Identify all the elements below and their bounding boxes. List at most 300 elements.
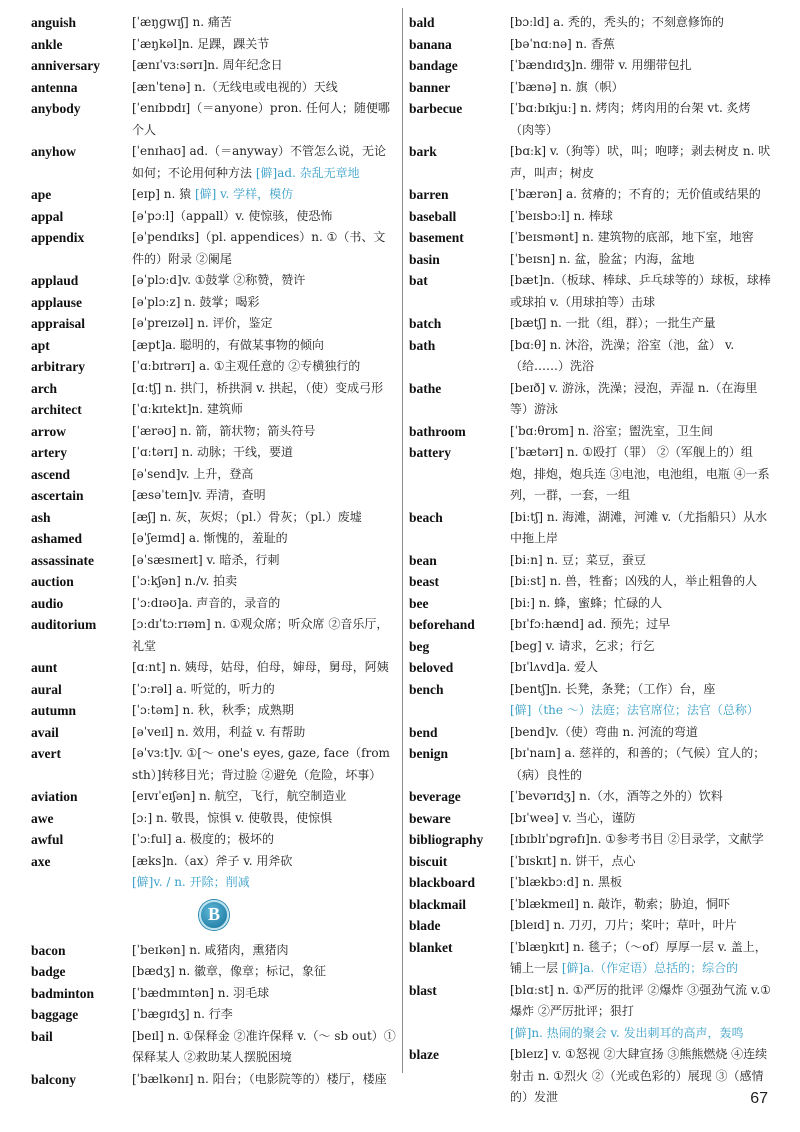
- definition: [510, 442, 774, 507]
- dictionary-entry: [409, 421, 774, 443]
- definition-text: [əˈplɔːz] n. 鼓掌；喝彩: [132, 294, 260, 309]
- headword: ascertain: [31, 488, 84, 503]
- definition-text: [biːn] n. 豆；菜豆，蚕豆: [510, 552, 646, 567]
- definition-text: [bætʃ] n. 一批（组，群）；一批生产量: [510, 316, 716, 330]
- definition-text: [bɪˈweə] v. 当心，谨防: [510, 810, 636, 825]
- definition-text: [əˈvɜːt]v. ①[～ one's eyes, gaze, face（from sth）]转移目光；背过脸 ②避免（危险，坏事）: [132, 746, 390, 782]
- definition-text: [ˈbælkənɪ] n. 阳台；（电影院等的）楼厅，楼座: [132, 1071, 387, 1086]
- dictionary-entry: [31, 743, 397, 786]
- definition: [510, 980, 774, 1023]
- definition-text: [ˈæŋkəl]n. 足踝，踝关节: [132, 36, 270, 51]
- dictionary-entry: [409, 77, 774, 99]
- dictionary-entry: [409, 851, 774, 873]
- definition: [132, 292, 397, 314]
- page-number: 67: [750, 1090, 768, 1107]
- definition: [132, 679, 397, 701]
- dictionary-entry: [409, 915, 774, 937]
- headword: artery: [31, 445, 67, 460]
- definition: [132, 851, 397, 873]
- headword: aviation: [31, 789, 78, 804]
- definition-text: [beɪl] n. ①保释金 ②准许保释 v.（～ sb out）①保释某人 ②救助某人摆脱困境: [132, 1028, 396, 1064]
- definition-text: [ˈbætərɪ] n. ①殴打（罪） ②（军舰上的）组炮，排炮，炮兵连 ③电池，电池组，电瓶 ④一系列，一群，一套，一组: [510, 445, 770, 502]
- definition: [510, 894, 774, 916]
- headword: balcony: [31, 1071, 77, 1087]
- headword: anguish: [31, 15, 77, 30]
- definition-text: [eɪp] n. 猿: [132, 187, 192, 201]
- dictionary-entry: [31, 1004, 397, 1026]
- definition-text: [ˈɔːrəl] a. 听觉的，听力的: [132, 681, 275, 696]
- definition: [132, 507, 397, 529]
- definition: [510, 313, 774, 335]
- dictionary-entry: [409, 442, 774, 507]
- definition-text: [æsəˈteɪn]v. 弄清，查明: [132, 488, 266, 502]
- headword: beg: [409, 638, 430, 654]
- dictionary-entry: [409, 679, 774, 701]
- left-column: [31, 12, 397, 1090]
- dictionary-entry: [31, 657, 397, 679]
- definition: [132, 829, 397, 851]
- definition-text: [ˈɔːful] a. 极度的；极坏的: [132, 832, 275, 846]
- dictionary-entry: [409, 614, 774, 636]
- definition: [510, 249, 774, 271]
- dictionary-entry: [409, 12, 774, 34]
- definition-text: [ˈenɪhaʊ] ad.（＝anyway）不管怎么说，无论如何；不论用何种方法: [132, 144, 386, 180]
- definition-text: [ˈærəʊ] n. 箭，箭状物；箭头符号: [132, 423, 316, 438]
- definition: [132, 141, 397, 184]
- definition-text: [beɪð] v. 游泳，洗澡；浸泡，弄湿 n.（在海里等）游泳: [510, 380, 758, 416]
- definition: [132, 464, 397, 486]
- definition: [510, 421, 774, 443]
- definition: [510, 77, 774, 99]
- headword: bench: [409, 681, 444, 697]
- headword: bat: [409, 273, 428, 288]
- headword: bail: [31, 1028, 53, 1044]
- definition: [132, 55, 397, 77]
- dictionary-entry: [31, 679, 397, 701]
- definition: [510, 636, 774, 658]
- definition-text: [bleɪd] n. 刀刃，刀片；桨叶；草叶，叶片: [510, 918, 737, 932]
- definition-text: [ænɪˈvɜːsərɪ]n. 周年纪念日: [132, 58, 283, 72]
- definition-text: [ˈbeɪsbɔːl] n. 棒球: [510, 208, 613, 223]
- dictionary-entry: [31, 141, 397, 184]
- dictionary-entry: [409, 894, 774, 916]
- definition: [132, 743, 397, 786]
- definition-text: [bend]v.（使）弯曲 n. 河流的弯道: [510, 724, 698, 739]
- definition: [132, 1004, 397, 1026]
- definition-text: [ˈbevərɪdʒ] n.（水，酒等之外的）饮料: [510, 789, 723, 803]
- definition-text: [bɑːk] v.（狗等）吠，叫；咆哮；剥去树皮 n. 吠声，叫声；树皮: [510, 144, 771, 180]
- headword: bath: [409, 337, 436, 353]
- dictionary-entry: [409, 786, 774, 808]
- dictionary-entry: [409, 743, 774, 786]
- headword: awful: [31, 832, 64, 847]
- headword: arrow: [31, 423, 66, 439]
- definition: [132, 614, 397, 657]
- headword: anybody: [31, 101, 81, 116]
- dictionary-entry: [409, 808, 774, 830]
- definition-text: [ˈɑːtərɪ] n. 动脉；干线，要道: [132, 445, 294, 459]
- headword: beast: [409, 574, 439, 589]
- headword: baggage: [31, 1007, 79, 1022]
- headword: anyhow: [31, 144, 77, 159]
- dictionary-entry: [409, 829, 774, 851]
- definition-text: [əˈsæsɪneɪt] v. 暗杀，行刺: [132, 552, 280, 567]
- definition-text: [ɑːnt] n. 姨母，姑母，伯母，婶母，舅母，阿姨: [132, 660, 389, 674]
- headword: appal: [31, 208, 64, 224]
- definition: [132, 378, 397, 400]
- dictionary-entry: [409, 1044, 774, 1109]
- headword: bathe: [409, 380, 442, 396]
- definition-text: [ˈbeɪsmənt] n. 建筑物的底部，地下室，地窖: [510, 230, 754, 244]
- headword: bend: [409, 724, 438, 740]
- definition-text: [bæt]n.（板球、棒球、乒乓球等的）球板，球棒或球拍 v.（用球拍等）击球: [510, 273, 771, 309]
- dictionary-entry: [31, 1069, 397, 1091]
- dictionary-entry: [409, 184, 774, 206]
- headword: bibliography: [409, 832, 484, 847]
- definition: [510, 1044, 774, 1109]
- section-letter-row: [31, 896, 397, 934]
- headword: barbecue: [409, 101, 463, 116]
- headword: banner: [409, 79, 451, 95]
- dictionary-entry: [409, 636, 774, 658]
- dictionary-entry: [31, 528, 397, 550]
- dictionary-entry: [31, 77, 397, 99]
- definition: [132, 356, 397, 378]
- definition-text: [ˈblækmeɪl] n. 敲诈，勒索；胁迫，恫吓: [510, 896, 731, 911]
- headword: arch: [31, 380, 57, 396]
- headword: auction: [31, 574, 74, 589]
- definition: [132, 940, 397, 962]
- headword: blackmail: [409, 896, 467, 912]
- headword: arbitrary: [31, 359, 85, 374]
- definition-text: [bɪˈnaɪn] a. 慈祥的，和善的；（气候）宜人的；（病）良性的: [510, 746, 766, 782]
- headword: blaze: [409, 1047, 439, 1062]
- headword: avert: [31, 746, 61, 761]
- headword: autumn: [31, 703, 77, 718]
- dictionary-entry: [31, 98, 397, 141]
- dictionary-entry: [31, 270, 397, 292]
- headword: aunt: [31, 660, 58, 675]
- headword: badge: [31, 964, 66, 979]
- definition: [510, 12, 774, 34]
- headword: appendix: [31, 230, 85, 245]
- headword: basin: [409, 251, 440, 267]
- headword: awe: [31, 810, 54, 826]
- definition: [510, 184, 774, 206]
- headword: ashamed: [31, 531, 83, 546]
- headword: bald: [409, 15, 435, 30]
- definition-text: [ˈbeɪsn] n. 盆，脸盆；内海，盆地: [510, 251, 695, 266]
- extended-meaning-line: [409, 1023, 774, 1045]
- headword: ape: [31, 187, 52, 202]
- dictionary-entry: [31, 34, 397, 56]
- definition: [510, 141, 774, 184]
- dictionary-entry: [409, 722, 774, 744]
- definition: [510, 507, 774, 550]
- definition: [510, 206, 774, 228]
- headword: applaud: [31, 273, 79, 288]
- definition-text: [ˈblæŋkɪt] n. 毯子；（～of）厚厚一层 v. 盖上，铺上一层: [510, 939, 767, 975]
- extended-meaning: [僻]a.（作定语）总括的；综合的: [561, 961, 739, 975]
- headword: bathroom: [409, 423, 466, 439]
- dictionary-entry: [31, 356, 397, 378]
- definition: [132, 399, 397, 421]
- dictionary-entry: [31, 313, 397, 335]
- headword: barren: [409, 187, 449, 202]
- headword: benign: [409, 746, 449, 761]
- dictionary-entry: [409, 141, 774, 184]
- dictionary-entry: [409, 249, 774, 271]
- headword: appraisal: [31, 316, 86, 331]
- dictionary-entry: [409, 571, 774, 593]
- extended-meaning: [僻]（the ～）法庭；法官席位；法官（总称）: [510, 703, 759, 717]
- headword: banana: [409, 36, 452, 52]
- definition-text: [ˈbænə] n. 旗（帜）: [510, 79, 624, 94]
- headword: apt: [31, 337, 50, 353]
- definition-text: [blɑːst] n. ①严厉的批评 ②爆炸 ③强劲气流 v.①爆炸 ②严厉批评；狠打: [510, 982, 771, 1018]
- definition: [132, 335, 397, 357]
- extended-meaning: [僻]n. 热闹的聚会 v. 发出刺耳的高声，轰鸣: [510, 1025, 744, 1040]
- dictionary-entry: [409, 872, 774, 894]
- definition: [132, 206, 397, 228]
- dictionary-entry: [409, 335, 774, 378]
- definition: [132, 313, 397, 335]
- headword: badminton: [31, 985, 95, 1001]
- definition: [510, 378, 774, 421]
- dictionary-entry: [409, 657, 774, 679]
- headword: bean: [409, 552, 437, 568]
- definition: [132, 421, 397, 443]
- definition: [132, 657, 397, 679]
- definition-text: [ˈɑːbɪtrərɪ] a. ①主观任意的 ②专横独行的: [132, 359, 361, 373]
- headword: bacon: [31, 942, 66, 958]
- headword: beforehand: [409, 617, 475, 632]
- right-column: [409, 12, 774, 1109]
- definition-text: [biːtʃ] n. 海滩，湖滩，河滩 v.（尤指船只）从水中拖上岸: [510, 509, 768, 545]
- definition: [510, 270, 774, 313]
- definition: [132, 722, 397, 744]
- dictionary-entry: [409, 980, 774, 1023]
- column-divider: [402, 8, 403, 1073]
- dictionary-entry: [31, 335, 397, 357]
- definition-text: [beg] v. 请求，乞求；行乞: [510, 638, 655, 653]
- dictionary-entry: [31, 399, 397, 421]
- headword: baseball: [409, 208, 457, 224]
- definition-text: [ˈɔːtəm] n. 秋，秋季；成熟期: [132, 703, 294, 717]
- dictionary-entry: [31, 227, 397, 270]
- headword: beach: [409, 509, 443, 525]
- dictionary-entry: [31, 983, 397, 1005]
- definition: [510, 657, 774, 679]
- headword: audio: [31, 595, 64, 611]
- dictionary-entry: [409, 270, 774, 313]
- definition-text: [əˈpɔːl]（appall）v. 使惊骇，使恐怖: [132, 208, 333, 223]
- dictionary-entry: [31, 421, 397, 443]
- definition-text: [əˈsend]v. 上升，登高: [132, 466, 254, 481]
- definition: [132, 184, 397, 206]
- headword: battery: [409, 445, 451, 460]
- definition-text: [ˈbændɪdʒ]n. 绷带 v. 用绷带包扎: [510, 58, 692, 72]
- definition: [510, 679, 774, 701]
- dictionary-entry: [31, 12, 397, 34]
- dictionary-entry: [31, 206, 397, 228]
- definition-text: [bəˈnɑːnə] n. 香蕉: [510, 36, 615, 51]
- definition-text: [ˈbɑːθrʊm] n. 浴室；盥洗室，卫生间: [510, 423, 714, 438]
- definition-text: [ˈɑːkɪtekt]n. 建筑师: [132, 402, 243, 416]
- definition: [510, 851, 774, 873]
- headword: blackboard: [409, 875, 476, 890]
- definition: [510, 571, 774, 593]
- extended-meaning: [僻]ad. 杂乱无章地: [255, 165, 360, 180]
- dictionary-entry: [31, 550, 397, 572]
- definition-text: [ˈenɪbɒdɪ]（＝anyone）pron. 任何人；随便哪个人: [132, 101, 390, 137]
- definition: [132, 442, 397, 464]
- indent: [409, 1023, 510, 1045]
- dictionary-entry: [31, 55, 397, 77]
- headword: bark: [409, 144, 437, 159]
- dictionary-entry: [409, 550, 774, 572]
- headword: blanket: [409, 939, 453, 955]
- dictionary-entry: [31, 507, 397, 529]
- headword: ascend: [31, 466, 71, 482]
- definition: [510, 550, 774, 572]
- definition: [132, 98, 397, 141]
- definition-text: [ˈbægɪdʒ] n. 行李: [132, 1007, 233, 1021]
- definition-text: [əˈpendɪks]（pl. appendices）n. ①（书、文件的）附录 ②阑尾: [132, 230, 386, 266]
- definition-text: [æks]n.（ax）斧子 v. 用斧砍: [132, 853, 293, 868]
- definition-text: [ɑːtʃ] n. 拱门，桥拱洞 v. 拱起，（使）变成弓形: [132, 380, 384, 395]
- extended-meaning: [僻]v. / n. 开除；削减: [132, 875, 250, 889]
- definition: [510, 227, 774, 249]
- headword: biscuit: [409, 853, 448, 869]
- headword: auditorium: [31, 617, 97, 632]
- definition-text: [əˈʃeɪmd] a. 惭愧的，羞耻的: [132, 531, 288, 545]
- dictionary-entry: [409, 937, 774, 980]
- dictionary-entry: [409, 227, 774, 249]
- dictionary-entry: [409, 55, 774, 77]
- definition: [132, 270, 397, 292]
- definition-text: [eɪvɪˈeɪʃən] n. 航空，飞行，航空制造业: [132, 789, 347, 803]
- definition-text: [biːst] n. 兽，牲畜；凶残的人，举止粗鲁的人: [510, 574, 758, 588]
- definition-text: [ˈæŋgwɪʃ] n. 痛苦: [132, 15, 232, 29]
- definition-text: [ˈɔːdɪəʊ]a. 声音的，录音的: [132, 595, 281, 610]
- definition: [510, 34, 774, 56]
- definition-text: [bɪˈfɔːhænd] ad. 预先；过早: [510, 617, 671, 631]
- headword: architect: [31, 402, 82, 417]
- definition-text: [əˈveɪl] n. 效用，利益 v. 有帮助: [132, 724, 306, 739]
- definition: [510, 808, 774, 830]
- definition-text: [ˈbeɪkən] n. 咸猪肉，熏猪肉: [132, 942, 289, 957]
- definition-text: [ˈbɑːbɪkjuː] n. 烤肉；烤肉用的台架 vt. 炙烤（肉等）: [510, 101, 751, 137]
- headword: beware: [409, 810, 451, 826]
- definition-text: [əˈplɔːd]v. ①鼓掌 ②称赞，赞许: [132, 273, 306, 287]
- headword: antenna: [31, 79, 78, 95]
- definition-text: [ɔːdɪˈtɔːrɪəm] n. ①观众席；听众席 ②音乐厅，礼堂: [132, 617, 389, 653]
- definition: [510, 829, 774, 851]
- definition: [510, 915, 774, 937]
- dictionary-entry: [31, 184, 397, 206]
- definition: [132, 77, 397, 99]
- definition: [132, 1069, 397, 1091]
- headword: applause: [31, 294, 83, 310]
- definition: [510, 743, 774, 786]
- headword: basement: [409, 230, 464, 245]
- extended-meaning: [僻] v. 学样，模仿: [195, 187, 294, 201]
- dictionary-entry: [31, 700, 397, 722]
- definition: [510, 593, 774, 615]
- definition: [132, 1026, 397, 1069]
- definition-text: [ˈblækbɔːd] n. 黑板: [510, 875, 623, 889]
- extended-meaning-line: [409, 700, 774, 722]
- definition-text: [bædʒ] n. 徽章，像章；标记，象征: [132, 964, 326, 978]
- headword: blade: [409, 918, 441, 933]
- definition-text: [æpt]a. 聪明的，有做某事物的倾向: [132, 337, 324, 352]
- definition-text: [ˈbærən] a. 贫瘠的；不育的；无价值或结果的: [510, 187, 761, 201]
- dictionary-entry: [409, 507, 774, 550]
- headword: beverage: [409, 789, 461, 804]
- headword: batch: [409, 316, 442, 331]
- definition-text: [bɑːθ] n. 沐浴，洗澡；浴室（池，盆） v.（给……）洗浴: [510, 337, 735, 373]
- definition-text: [ˈbɪskɪt] n. 饼干，点心: [510, 853, 636, 868]
- dictionary-entry: [31, 485, 397, 507]
- headword: assassinate: [31, 552, 95, 568]
- headword: bee: [409, 595, 429, 611]
- dictionary-entry: [31, 593, 397, 615]
- dictionary-entry: [31, 571, 397, 593]
- definition-text: [bɪˈlʌvd]a. 爱人: [510, 660, 599, 674]
- headword: beloved: [409, 660, 454, 675]
- definition: [510, 722, 774, 744]
- definition-text: [bɔːld] a. 秃的，秃头的；不刻意修饰的: [510, 15, 724, 29]
- dictionary-entry: [409, 98, 774, 141]
- definition-text: [ˈbædmɪntən] n. 羽毛球: [132, 985, 270, 1000]
- definition-text: [ɔː] n. 敬畏，惊惧 v. 使敬畏，使惊惧: [132, 810, 333, 825]
- definition: [132, 485, 397, 507]
- dictionary-entry: [31, 378, 397, 400]
- dictionary-entry: [409, 34, 774, 56]
- headword: axe: [31, 853, 51, 869]
- definition: [132, 550, 397, 572]
- definition: [510, 335, 774, 378]
- dictionary-entry: [31, 829, 397, 851]
- definition: [132, 786, 397, 808]
- dictionary-entry: [409, 313, 774, 335]
- dictionary-entry: [31, 961, 397, 983]
- dictionary-entry: [31, 464, 397, 486]
- dictionary-entry: [31, 614, 397, 657]
- headword: ankle: [31, 36, 63, 52]
- dictionary-entry: [31, 851, 397, 873]
- indent: [409, 700, 510, 722]
- definition: [132, 34, 397, 56]
- definition: [132, 700, 397, 722]
- headword: blast: [409, 982, 437, 998]
- dictionary-entry: [31, 808, 397, 830]
- indent: [31, 872, 132, 894]
- definition: [132, 227, 397, 270]
- extended-meaning-line: [31, 872, 397, 894]
- dictionary-entry: [409, 378, 774, 421]
- definition: [510, 872, 774, 894]
- dictionary-entry: [31, 292, 397, 314]
- definition: [510, 98, 774, 141]
- definition-text: [biː] n. 蜂，蜜蜂；忙碌的人: [510, 595, 663, 610]
- dictionary-entry: [31, 442, 397, 464]
- definition: [132, 593, 397, 615]
- definition: [510, 55, 774, 77]
- definition-text: [əˈpreɪzəl] n. 评价，鉴定: [132, 316, 273, 330]
- definition: [510, 937, 774, 980]
